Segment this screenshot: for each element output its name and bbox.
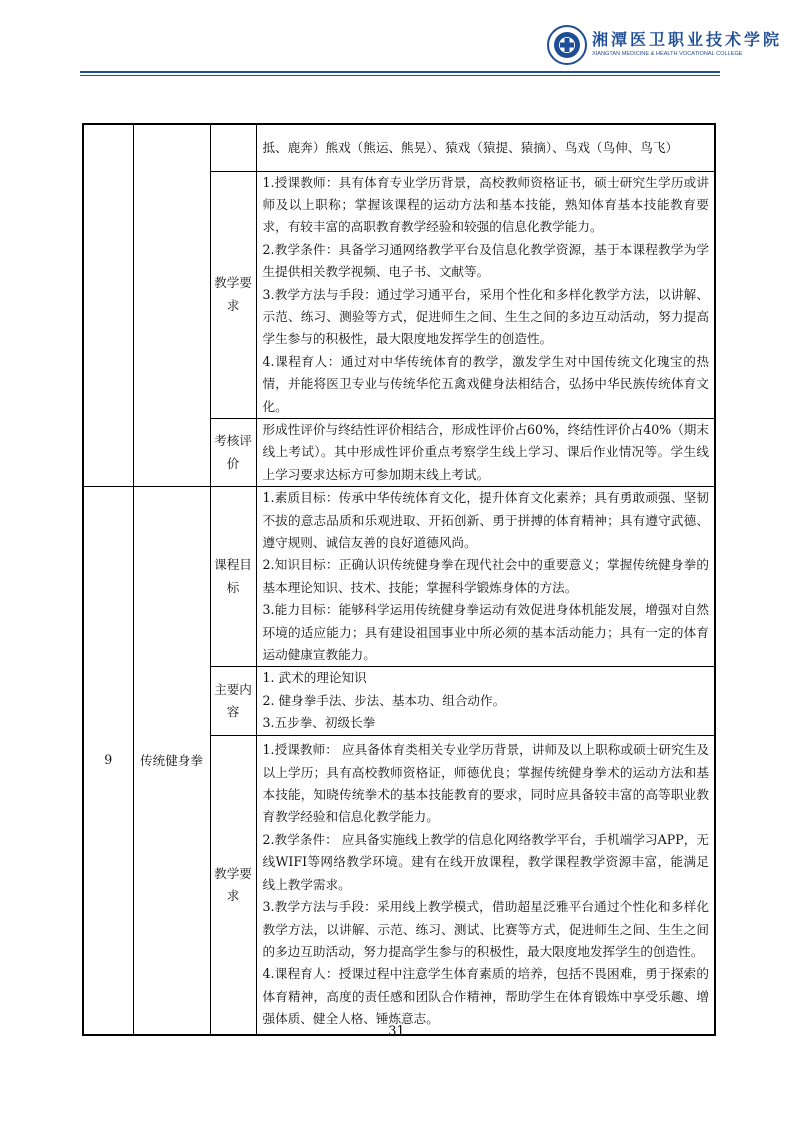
college-english-name: XIANGTAN MEDICINE & HEALTH VOCATIONAL COLLEGE <box>592 51 743 57</box>
college-logo <box>546 24 783 66</box>
course-objectives-label: 课程目标 <box>210 487 256 667</box>
course-number: 9 <box>83 487 133 1035</box>
main-content-content: 1. 武术的理论知识 2. 健身拳手法、步法、基本功、组合动作。 3.五步拳、初级长拳 <box>256 667 715 735</box>
prev-course-number-cell <box>83 124 133 487</box>
college-name: 湘潭医卫职业技术学院 <box>592 30 783 49</box>
page-number: 31 <box>388 1024 405 1039</box>
assessment-content: 形成性评价与终结性评价相结合，形成性评价占60%，终结性评价占40%（期末线上考试）。其中形成性评价重点考察学生线上学习、课后作业情况等。学生线上学习要求达标方可参加期末线上考试。 <box>256 418 715 486</box>
table-row <box>83 124 715 171</box>
curriculum-table <box>82 123 716 1036</box>
prev-content-label-cell <box>210 124 256 171</box>
course-objectives-content: 1.素质目标：传承中华传统体育文化，提升体育文化素养；具有勇敢顽强、坚韧不拔的意志品质和乐观进取、开拓创新、勇于拼搏的体育精神；具有遵守武德、遵守规则、诚信友善的良好道德风尚。 2.知识目标：正确认识传统健身拳在现代社会中的重要意义；掌握传统健身拳的基本理论知识、技术、技能；掌握科学锻炼身体的方法。 3.能力目标：能够科学运用传统健身拳运动有效促进身体机能发展，增强对自然环境的适应能力；具有建设祖国事业中所必须的基本活动能力；具有一定的体育运动健康宣教能力。 <box>256 487 715 667</box>
course9-teaching-requirements-content: 1.授课教师： 应具备体育类相关专业学历背景，讲师及以上职称或硕士研究生及以上学历；具有高校教师资格证，师德优良；掌握传统健身拳术的运动方法和基本技能，知晓传统拳术的基本技能教育的要求，同时应具备较丰富的高等职业教育教学经验和信息化教学能力。 2.教学条件： 应具备实施线上教学的信息化网络教学平台，手机端学习APP，无线WIFI等网络教学环境。建有在线开放课程，教学课程教学资源丰富，能满足线上教学需求。 3.教学方法与手段：采用线上教学模式，借助超星泛雅平台通过个性化和多样化教学方法，以讲解、示范、练习、测试、比赛等方式，促进师生之间、生生之间的多边互助活动，努力提高学生参与的积极性，最大限度地发挥学生的创造性。 4.课程育人：授课过程中注意学生体育素质的培养，包括不畏困难，勇于探索的体育精神，高度的责任感和团队合作精神，帮助学生在体育锻炼中享受乐趣、增强体质、健全人格、锤炼意志。 <box>256 735 715 1035</box>
main-content-label: 主要内容 <box>210 667 256 735</box>
header-rule-thin <box>80 75 720 76</box>
teaching-requirements-label: 教学要求 <box>210 171 256 418</box>
prev-course-name-cell <box>133 124 210 487</box>
assessment-label: 考核评价 <box>210 418 256 486</box>
course9-teaching-requirements-label: 教学要求 <box>210 735 256 1035</box>
prev-content-cell: 抵、鹿奔）熊戏（熊运、熊晃）、猿戏（猿提、猿摘）、鸟戏（鸟伸、鸟飞） <box>256 124 715 171</box>
table-row <box>83 487 715 667</box>
teaching-requirements-content: 1.授课教师：具有体育专业学历背景，高校教师资格证书，硕士研究生学历或讲师及以上职称；掌握该课程的运动方法和基本技能，熟知体育基本技能教育要求，有较丰富的高职教育教学经验和较强的信息化教学能力。 2.教学条件：具备学习通网络教学平台及信息化教学资源，基于本课程教学为学生提供相关教学视频、电子书、文献等。 3.教学方法与手段：通过学习通平台，采用个性化和多样化教学方法，以讲解、示范、练习、测验等方式，促进师生之间、生生之间的多边互动活动，努力提高学生参与的积极性，最大限度地发挥学生的创造性。 4.课程育人：通过对中华传统体育的教学，激发学生对中国传统文化瑰宝的热情，并能将医卫专业与传统华佗五禽戏健身法相结合，弘扬中华民族传统体育文化。 <box>256 171 715 418</box>
header-rule <box>80 71 720 73</box>
course-name: 传统健身拳 <box>133 487 210 1035</box>
